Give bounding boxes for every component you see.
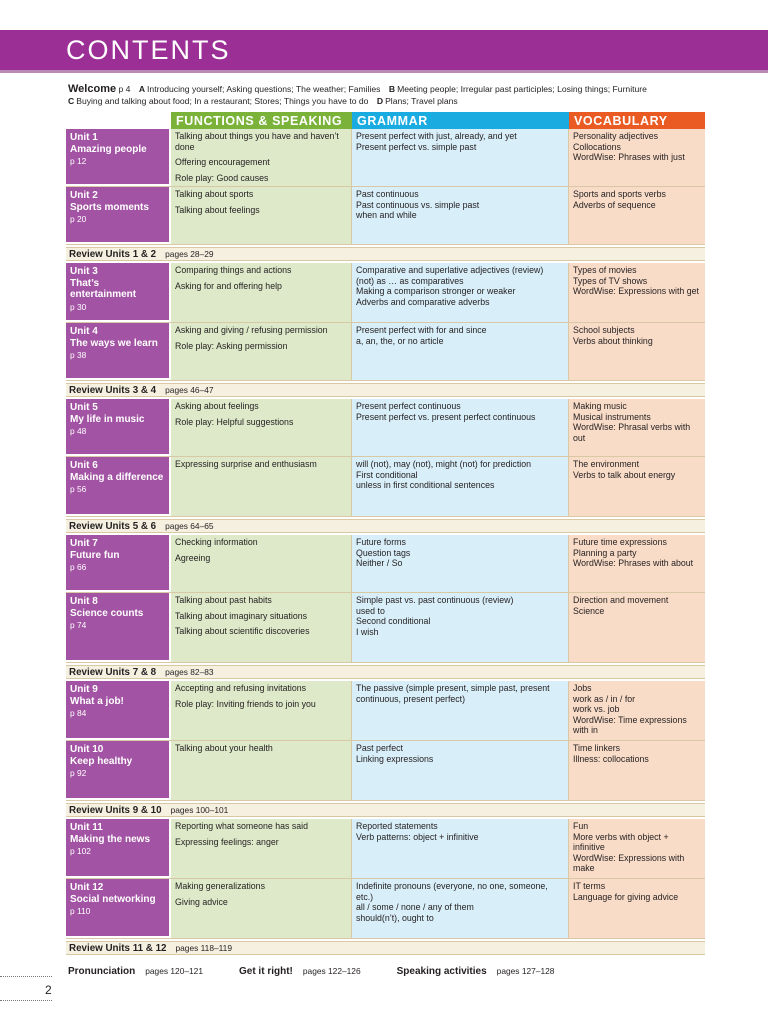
get-it-right-pages: pages 122–126 [302, 966, 361, 976]
vocabulary-item: More verbs with object + infinitive [573, 831, 669, 852]
unit-name: Social networking [70, 893, 156, 905]
grammar-item: Present perfect with for and since [356, 325, 487, 335]
vocabulary-cell [569, 399, 705, 456]
grammar-item: Reported statements [356, 821, 438, 831]
pronunciation-pages: pages 120–121 [145, 966, 203, 976]
functions-item: Role play: Good causes [175, 172, 269, 183]
welcome-page: p 4 [118, 84, 131, 94]
unit-page: p 92 [70, 768, 87, 778]
vocabulary-cell [569, 187, 705, 244]
unit-cell [66, 323, 171, 380]
grammar-item: will (not), may (not), might (not) for prediction [356, 459, 532, 469]
review-row [66, 803, 705, 817]
unit-cell [66, 879, 171, 938]
table-row [66, 593, 705, 663]
vocabulary-item: Types of TV shows [573, 275, 648, 286]
unit-name: The ways we learn [70, 337, 158, 349]
table-row [66, 535, 705, 593]
vocabulary-item: Future time expressions [573, 537, 667, 547]
grammar-cell [352, 187, 569, 244]
functions-item: Accepting and refusing invitations [175, 683, 307, 693]
unit-number: Unit 11 [70, 822, 103, 833]
functions-item: Asking and giving / refusing permission [175, 325, 328, 335]
unit-page: p 38 [70, 350, 87, 360]
review-label: Review Units 5 & 6 [69, 521, 157, 532]
grammar-item: I wish [356, 626, 379, 637]
review-row [66, 941, 705, 955]
table-row [66, 323, 705, 381]
functions-cell [171, 263, 352, 322]
unit-cell [66, 457, 171, 516]
review-label: Review Units 7 & 8 [69, 667, 157, 678]
table-row [66, 129, 705, 187]
functions-cell [171, 187, 352, 244]
vocabulary-item: IT terms [573, 881, 606, 891]
functions-cell [171, 593, 352, 662]
vocabulary-item: Collocations [573, 141, 621, 152]
vocabulary-cell [569, 879, 705, 938]
functions-cell [171, 323, 352, 380]
vocabulary-cell [569, 741, 705, 800]
table-row [66, 819, 705, 879]
review-row [66, 247, 705, 261]
table-row [66, 263, 705, 323]
functions-item: Talking about imaginary situations [175, 610, 308, 621]
grammar-item: used to [356, 605, 385, 616]
grammar-item: Past continuous [356, 189, 419, 199]
functions-item: Expressing surprise and enthusiasm [175, 459, 317, 469]
grammar-cell [352, 879, 569, 938]
grammar-cell [352, 535, 569, 592]
grammar-item: Second conditional [356, 616, 431, 626]
table-header [66, 112, 705, 129]
grammar-cell [352, 593, 569, 662]
grammar-cell [352, 399, 569, 456]
unit-page: p 102 [70, 846, 91, 856]
vocabulary-item: The environment [573, 459, 640, 469]
grammar-item: unless in first conditional sentences [356, 480, 495, 490]
dotted-rule [0, 976, 52, 977]
vocabulary-item: Science [573, 605, 605, 616]
grammar-cell [352, 681, 569, 740]
page-title: CONTENTS [66, 35, 231, 65]
grammar-cell [352, 457, 569, 516]
functions-cell [171, 819, 352, 878]
grammar-cell [352, 323, 569, 380]
vocabulary-cell [569, 323, 705, 380]
table-row [66, 399, 705, 457]
unit-number: Unit 3 [70, 266, 98, 277]
vocabulary-item: Sports and sports verbs [573, 189, 666, 199]
review-row [66, 383, 705, 397]
review-pages: pages 118–119 [175, 943, 232, 953]
unit-number: Unit 1 [70, 132, 98, 143]
grammar-item: Comparative and superlative adjectives (review) [356, 265, 544, 275]
unit-name: Sports moments [70, 201, 149, 213]
functions-cell [171, 681, 352, 740]
table-row [66, 879, 705, 939]
functions-item: Agreeing [175, 552, 211, 563]
get-it-right-label: Get it right! [238, 966, 293, 977]
grammar-item: Making a comparison stronger or weaker [356, 286, 516, 296]
unit-name: Keep healthy [70, 755, 133, 767]
unit-name: Future fun [70, 549, 120, 561]
vocabulary-cell [569, 129, 705, 186]
contents-table [66, 112, 705, 957]
table-row [66, 681, 705, 741]
unit-cell [66, 593, 171, 662]
grammar-item: Past perfect [356, 743, 403, 753]
welcome-c-text: Buying and talking about food; In a restaurant; Stores; Things you have to do [76, 95, 369, 106]
unit-name: My life in music [70, 413, 145, 425]
unit-number: Unit 7 [70, 538, 98, 549]
footer-pronunciation [68, 966, 203, 977]
functions-item: Checking information [175, 537, 258, 547]
unit-cell [66, 263, 171, 322]
functions-item: Expressing feelings: anger [175, 836, 279, 847]
functions-item: Asking for and offering help [175, 280, 282, 291]
header-vocabulary: VOCABULARY [569, 112, 705, 129]
functions-item: Talking about things you have and haven’t done [175, 131, 339, 152]
review-label: Review Units 9 & 10 [69, 805, 162, 816]
vocabulary-cell [569, 263, 705, 322]
review-label: Review Units 3 & 4 [69, 385, 157, 396]
unit-number: Unit 12 [70, 882, 104, 893]
grammar-cell [352, 819, 569, 878]
vocabulary-cell [569, 593, 705, 662]
grammar-cell [352, 129, 569, 186]
functions-cell [171, 535, 352, 592]
unit-name: Making a difference [70, 471, 164, 483]
vocabulary-item: WordWise: Phrases with just [573, 152, 685, 162]
grammar-item: Present perfect vs. simple past [356, 141, 477, 152]
unit-cell [66, 819, 171, 878]
vocabulary-item: Language for giving advice [573, 891, 679, 902]
functions-cell [171, 399, 352, 456]
grammar-item: should(n’t), ought to [356, 912, 434, 923]
unit-number: Unit 10 [70, 744, 104, 755]
review-pages: pages 64–65 [165, 521, 214, 531]
vocabulary-item: Adverbs of sequence [573, 199, 656, 210]
title-banner [0, 30, 768, 73]
grammar-item: a, an, the, or no article [356, 335, 444, 346]
header-blank [66, 112, 171, 129]
functions-item: Role play: Asking permission [175, 340, 288, 351]
unit-number: Unit 4 [70, 326, 98, 337]
functions-item: Giving advice [175, 896, 228, 907]
grammar-item: Past continuous vs. simple past [356, 199, 480, 210]
vocabulary-cell [569, 535, 705, 592]
vocabulary-item: Fun [573, 821, 589, 831]
unit-cell [66, 187, 171, 244]
functions-item: Talking about your health [175, 743, 273, 753]
unit-name: Amazing people [70, 143, 147, 155]
grammar-item: The passive (simple present, simple past, present continuous, present perfect) [356, 683, 550, 704]
unit-page: p 110 [70, 906, 91, 916]
grammar-item: Present perfect with just, already, and yet [356, 131, 517, 141]
unit-cell [66, 535, 171, 592]
unit-page: p 30 [70, 301, 87, 312]
vocabulary-item: Making music [573, 401, 627, 411]
unit-page: p 12 [70, 156, 87, 166]
vocabulary-item: Jobs [573, 683, 592, 693]
review-pages: pages 46–47 [165, 385, 214, 395]
vocabulary-item: Musical instruments [573, 411, 651, 422]
functions-cell [171, 129, 352, 186]
welcome-section [68, 84, 708, 107]
functions-item: Reporting what someone has said [175, 821, 309, 831]
welcome-key-c: C [68, 95, 75, 106]
page-number: 2 [45, 983, 52, 997]
functions-item: Talking about feelings [175, 204, 260, 215]
vocabulary-item: work vs. job [573, 704, 620, 714]
footer-get-it-right [239, 966, 361, 977]
unit-number: Unit 9 [70, 684, 98, 695]
functions-item: Talking about past habits [175, 595, 272, 605]
vocabulary-cell [569, 819, 705, 878]
functions-item: Making generalizations [175, 881, 265, 891]
table-row [66, 187, 705, 245]
grammar-item: Neither / So [356, 558, 403, 568]
review-row [66, 665, 705, 679]
welcome-key-b: B [388, 84, 396, 94]
footer [68, 966, 708, 977]
functions-cell [171, 879, 352, 938]
speaking-label: Speaking activities [396, 966, 487, 977]
unit-page: p 84 [70, 708, 87, 718]
review-label: Review Units 11 & 12 [69, 943, 167, 954]
unit-cell [66, 681, 171, 740]
vocabulary-item: Planning a party [573, 547, 637, 558]
vocabulary-item: Illness: collocations [573, 753, 649, 764]
grammar-item: Adverbs and comparative adverbs [356, 296, 490, 307]
welcome-label: Welcome [68, 83, 117, 95]
functions-item: Talking about sports [175, 189, 254, 199]
vocabulary-cell [569, 681, 705, 740]
functions-item: Offering encouragement [175, 157, 270, 167]
grammar-item: Question tags [356, 547, 411, 558]
vocabulary-item: WordWise: Phrases with about [573, 558, 694, 568]
unit-page: p 66 [70, 562, 87, 572]
review-pages: pages 82–83 [165, 667, 214, 677]
vocabulary-item: work as / in / for [573, 693, 636, 704]
grammar-item: when and while [356, 210, 417, 220]
vocabulary-item: Verbs to talk about energy [573, 469, 676, 480]
unit-number: Unit 6 [70, 460, 98, 471]
unit-page: p 20 [70, 214, 87, 224]
welcome-key-d: D [376, 95, 384, 106]
unit-name: Science counts [70, 607, 144, 619]
unit-name: What a job! [70, 695, 124, 707]
functions-item: Role play: Helpful suggestions [175, 416, 294, 427]
welcome-key-a: A [138, 84, 146, 94]
welcome-d-text: Plans; Travel plans [385, 95, 458, 106]
vocabulary-item: WordWise: Time expressions with in [573, 714, 687, 735]
grammar-item: Present perfect vs. present perfect continuous [356, 411, 536, 422]
header-functions: FUNCTIONS & SPEAKING [171, 112, 352, 129]
pronunciation-label: Pronunciation [68, 966, 136, 977]
vocabulary-item: Verbs about thinking [573, 335, 653, 346]
functions-item: Comparing things and actions [175, 265, 292, 275]
grammar-item: (not) as … as comparatives [356, 275, 464, 286]
grammar-item: Present perfect continuous [356, 401, 461, 411]
grammar-item: Simple past vs. past continuous (review) [356, 595, 514, 605]
speaking-pages: pages 127–128 [496, 966, 555, 976]
unit-page: p 48 [70, 426, 87, 436]
table-row [66, 457, 705, 517]
grammar-item: Future forms [356, 537, 406, 547]
review-pages: pages 100–101 [170, 805, 229, 815]
unit-number: Unit 8 [70, 596, 98, 607]
vocabulary-item: School subjects [573, 325, 635, 335]
unit-number: Unit 5 [70, 402, 98, 413]
grammar-item: First conditional [356, 469, 418, 480]
table-row [66, 741, 705, 801]
unit-name: That’s entertainment [70, 277, 137, 300]
functions-cell [171, 741, 352, 800]
vocabulary-item: WordWise: Expressions with get [573, 286, 699, 296]
review-pages: pages 28–29 [165, 249, 214, 259]
unit-name: Making the news [70, 833, 151, 845]
unit-number: Unit 2 [70, 190, 98, 201]
unit-cell [66, 129, 171, 186]
unit-page: p 74 [70, 620, 87, 630]
grammar-item: Indefinite pronouns (everyone, no one, someone, etc.) [356, 881, 548, 902]
vocabulary-item: Time linkers [573, 743, 621, 753]
vocabulary-item: WordWise: Expressions with make [573, 852, 685, 873]
functions-cell [171, 457, 352, 516]
functions-item: Talking about scientific discoveries [175, 626, 310, 636]
welcome-b-text: Meeting people; Irregular past participles; Losing things; Furniture [397, 84, 647, 94]
vocabulary-item: Direction and movement [573, 595, 669, 605]
vocabulary-item: WordWise: Phrasal verbs with out [573, 422, 691, 443]
grammar-cell [352, 263, 569, 322]
vocabulary-item: Personality adjectives [573, 131, 659, 141]
unit-cell [66, 399, 171, 456]
functions-item: Asking about feelings [175, 401, 259, 411]
grammar-cell [352, 741, 569, 800]
grammar-item: all / some / none / any of them [356, 902, 474, 912]
welcome-a-text: Introducing yourself; Asking questions; The weather; Families [147, 84, 381, 94]
vocabulary-item: Types of movies [573, 265, 637, 275]
vocabulary-cell [569, 457, 705, 516]
dotted-rule [0, 1000, 52, 1001]
header-grammar: GRAMMAR [352, 112, 569, 129]
review-row [66, 519, 705, 533]
grammar-item: Verb patterns: object + infinitive [356, 831, 479, 842]
footer-speaking [397, 966, 555, 977]
functions-item: Role play: Inviting friends to join you [175, 698, 316, 709]
unit-cell [66, 741, 171, 800]
unit-page: p 56 [70, 484, 87, 494]
review-label: Review Units 1 & 2 [69, 249, 157, 260]
grammar-item: Linking expressions [356, 753, 434, 764]
